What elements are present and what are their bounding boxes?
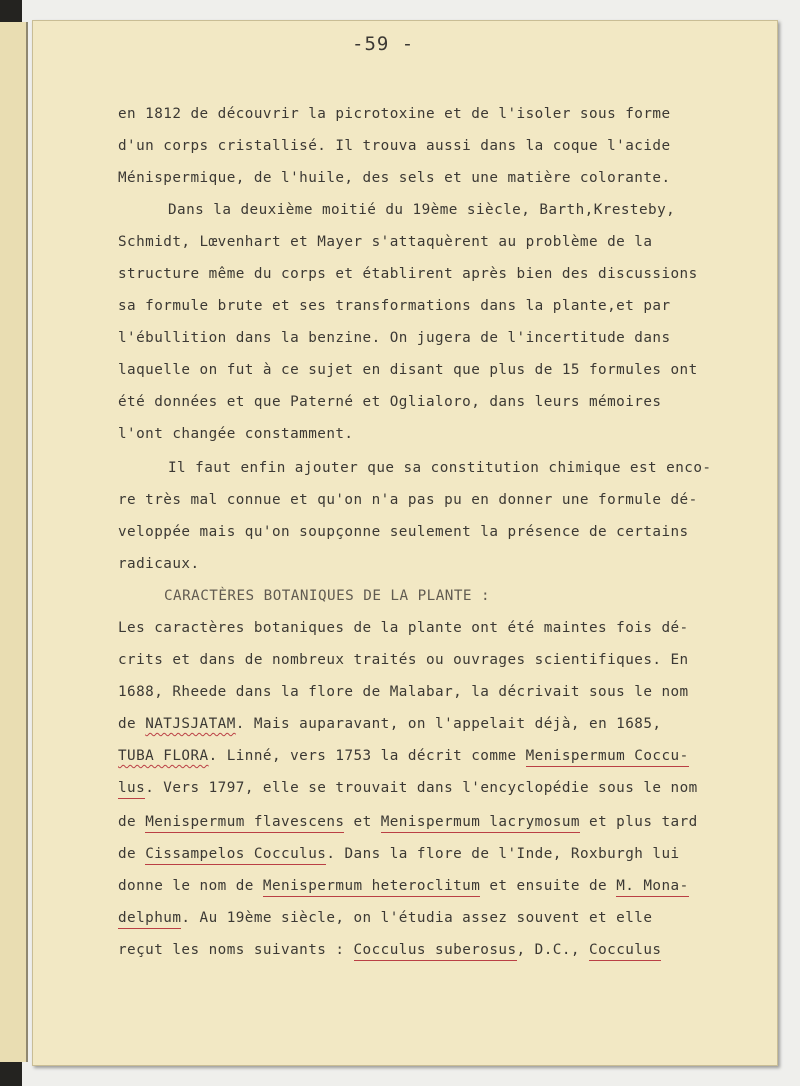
text-line: laquelle on fut à ce sujet en disant que plus de 15 formules ont: [118, 362, 698, 378]
text-line: [118, 942, 661, 961]
text-line: été données et que Paterné et Oglialoro, dans leurs mémoires: [118, 394, 662, 410]
text-line: [118, 780, 698, 799]
text-segment: . Vers 1797, elle se trouvait dans l'encyclopédie sous le nom: [145, 780, 698, 796]
section-heading: CARACTÈRES BOTANIQUES DE LA PLANTE :: [164, 588, 491, 604]
text-segment: reçut les noms suivants :: [118, 942, 354, 958]
page-number: -59 -: [352, 33, 415, 55]
underlined-plant-name: Cocculus: [589, 942, 661, 961]
underlined-plant-name: M. Mona-: [616, 878, 688, 897]
text-line: Dans la deuxième moitié du 19ème siècle, Barth,Kresteby,: [168, 202, 676, 218]
text-line: 1688, Rheede dans la flore de Malabar, la décrivait sous le nom: [118, 684, 689, 700]
text-line: veloppée mais qu'on soupçonne seulement la présence de certains: [118, 524, 689, 540]
text-segment: donne le nom de: [118, 878, 263, 894]
underlined-plant-name: Menispermum Coccu-: [526, 748, 689, 767]
text-segment: et plus tard: [579, 814, 698, 830]
underlined-plant-name: Cissampelos Cocculus: [145, 846, 326, 865]
text-line: [118, 748, 689, 767]
text-segment: et ensuite de: [480, 878, 617, 894]
text-line: l'ont changée constamment.: [118, 426, 354, 442]
text-line: Ménispermique, de l'huile, des sels et une matière colorante.: [118, 170, 671, 186]
text-segment: de: [118, 814, 146, 830]
text-segment: . Linné, vers 1753 la décrit comme: [208, 748, 526, 764]
text-line: [118, 878, 689, 897]
text-line: [118, 814, 698, 833]
underlined-plant-name: Menispermum flavescens: [145, 814, 344, 833]
text-line: Les caractères botaniques de la plante ont été maintes fois dé-: [118, 620, 689, 636]
text-line: sa formule brute et ses transformations dans la plante,et par: [118, 298, 671, 314]
text-segment: . Au 19ème siècle, on l'étudia assez souvent et elle: [181, 910, 653, 926]
text-line: Il faut enfin ajouter que sa constitution chimique est enco-: [168, 460, 712, 476]
text-segment: . Dans la flore de l'Inde, Roxburgh lui: [326, 846, 680, 862]
text-line: Schmidt, Lœvenhart et Mayer s'attaquèrent au problème de la: [118, 234, 653, 250]
text-line: [118, 846, 680, 865]
text-line: structure même du corps et établirent après bien des discussions: [118, 266, 698, 282]
underlined-plant-name: Cocculus suberosus: [354, 942, 517, 961]
text-line: [118, 716, 661, 732]
text-line: l'ébullition dans la benzine. On jugera de l'incertitude dans: [118, 330, 671, 346]
text-line: re très mal connue et qu'on n'a pas pu en donner une formule dé-: [118, 492, 698, 508]
facing-page-edge: [0, 22, 28, 1062]
text-line: radicaux.: [118, 556, 200, 572]
underlined-plant-name: Menispermum lacrymosum: [381, 814, 580, 833]
underlined-plant-name: lus: [118, 780, 145, 799]
underlined-plant-name: NATJSJATAM: [145, 716, 236, 732]
text-segment: de: [118, 846, 146, 862]
text-segment: et: [344, 814, 381, 830]
underlined-plant-name: TUBA FLORA: [118, 748, 209, 764]
text-line: crits et dans de nombreux traités ou ouvrages scientifiques. En: [118, 652, 689, 668]
text-segment: de: [118, 716, 146, 732]
text-segment: , D.C.,: [516, 942, 590, 958]
text-line: en 1812 de découvrir la picrotoxine et de l'isoler sous forme: [118, 106, 671, 122]
text-segment: . Mais auparavant, on l'appelait déjà, en 1685,: [235, 716, 662, 732]
text-line: d'un corps cristallisé. Il trouva aussi dans la coque l'acide: [118, 138, 671, 154]
document-page: [32, 20, 778, 1066]
underlined-plant-name: delphum: [118, 910, 181, 929]
underlined-plant-name: Menispermum heteroclitum: [263, 878, 480, 897]
text-line: [118, 910, 652, 929]
